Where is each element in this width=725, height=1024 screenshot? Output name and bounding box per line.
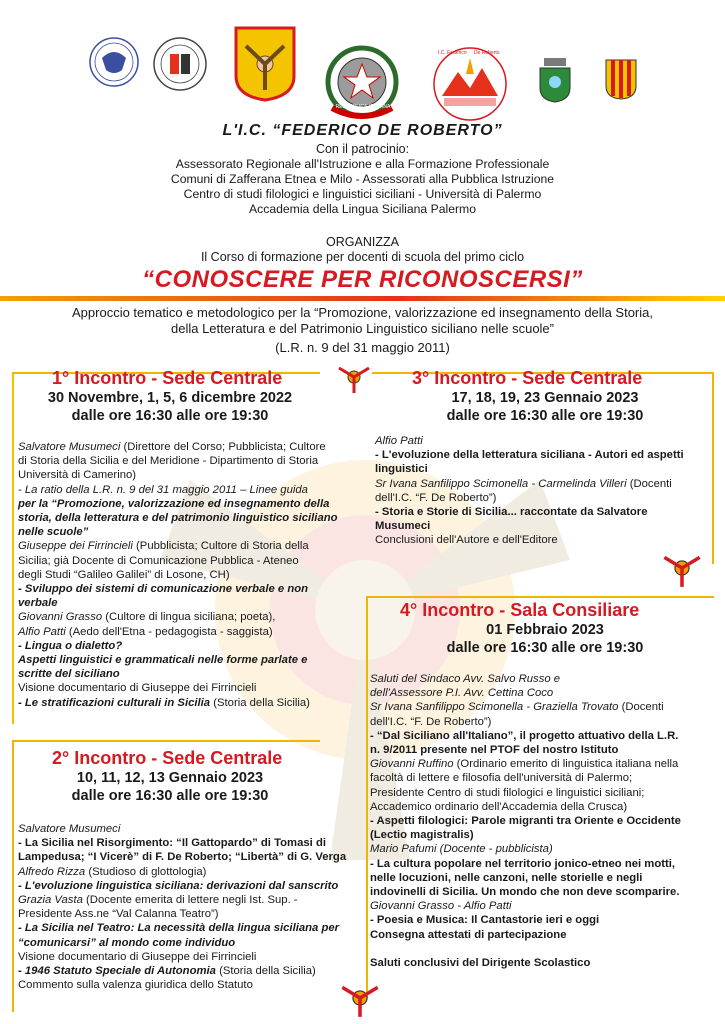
- course-description: Il Corso di formazione per docenti di scuola del primo ciclo: [200, 250, 525, 264]
- program-line: [18, 879, 348, 893]
- program-line: [18, 850, 348, 864]
- patronage-intro: Con il patrocinio:: [315, 142, 410, 156]
- program-text: Giuseppe dei Firrincieli: [18, 540, 133, 553]
- program-line: [370, 686, 715, 700]
- program-line: [375, 505, 715, 519]
- program-text: Salvatore Musumeci: [18, 441, 121, 453]
- patronage-item: Assessorato Regionale all'Istruzione e alla Formazione Professionale: [175, 157, 550, 171]
- meeting-1-program: [18, 440, 338, 710]
- meeting-4-program: [370, 672, 715, 970]
- program-line: [18, 936, 348, 950]
- program-text: Commento sulla valenza giuridica dello Statuto: [18, 979, 253, 992]
- program-text: linguistici: [375, 463, 428, 476]
- program-text: nelle locuzioni, nelle canzoni, nelle storielle e negli: [370, 871, 643, 884]
- stripes-crest-icon: [604, 58, 638, 100]
- program-text: (Pubblicista; Cultore di Storia della: [132, 540, 309, 553]
- organizza-label: ORGANIZZA: [326, 235, 399, 249]
- program-text: Saluti del Sindaco Avv. Salvo Russo e: [370, 673, 561, 685]
- program-line: [370, 743, 715, 757]
- program-text: (Ordinario emerito di linguistica italiana nella: [453, 758, 679, 771]
- program-line: [370, 942, 715, 956]
- university-seal-icon: [152, 36, 208, 92]
- patronage-item: Centro di studi filologici e linguistici siciliani - Università di Palermo: [183, 187, 542, 201]
- program-line: [18, 639, 328, 653]
- program-text: Musumeci: [375, 520, 431, 533]
- meeting-3-time: dalle ore 16:30 alle ore 19:30: [446, 408, 644, 424]
- program-text: Sr Ivana Sanfilippo Scimonella - Carmelinda Villeri: [375, 477, 627, 490]
- eagle-seal-icon: [88, 36, 140, 88]
- meeting-1-date: 30 Novembre, 1, 5, 6 dicembre 2022: [47, 390, 293, 406]
- program-line: [18, 893, 348, 907]
- law-reference: (L.R. n. 9 del 31 maggio 2011): [275, 340, 450, 355]
- program-line: [370, 800, 715, 814]
- program-text: Giovanni Ruffino: [370, 758, 454, 771]
- program-text: “comunicarsi” al mondo come individuo: [18, 936, 236, 949]
- program-line: [18, 978, 348, 992]
- program-line: [370, 956, 715, 970]
- program-line: [18, 511, 338, 525]
- trinacria-icon: [662, 548, 702, 588]
- town-crest-icon: [538, 58, 572, 104]
- program-line: [370, 885, 715, 899]
- program-line: [375, 477, 715, 491]
- emblem-ribbon-text: REPUBBLICA ITALIANA: [335, 104, 391, 110]
- program-text: - La Sicilia nel Teatro: La necessità della lingua siciliana per: [18, 922, 340, 935]
- meeting-1-title: 1° Incontro - Sede Centrale: [52, 368, 283, 388]
- program-text: dell'I.C. “F. De Roberto”): [370, 715, 492, 728]
- program-text: - La cultura popolare nel territorio jonico-etneo nei motti,: [370, 857, 676, 870]
- program-line: [370, 672, 715, 686]
- program-line: [18, 568, 328, 582]
- program-line: [18, 610, 328, 624]
- approach-line: Approccio tematico e metodologico per la “Promozione, valorizzazione ed insegnamento della Storia,: [72, 305, 653, 320]
- meeting-1-time: dalle ore 16:30 alle ore 19:30: [71, 408, 269, 424]
- program-line: [375, 519, 715, 533]
- program-text: nelle scuole”: [18, 526, 89, 539]
- program-text: - Lingua o dialetto?: [18, 639, 123, 652]
- meeting-3-date: 17, 18, 19, 23 Gennaio 2023: [451, 390, 639, 406]
- program-text: storia, della letteratura e del patrimonio linguistico siciliano: [18, 512, 338, 525]
- program-line: [370, 771, 715, 785]
- program-line: [18, 681, 328, 695]
- program-text: (Storia della Sicilia): [215, 965, 316, 978]
- program-text: Grazia Vasta: [18, 894, 83, 907]
- program-line: [18, 454, 328, 468]
- program-text: facoltà di lettere e filosofia dell'università di Palermo;: [370, 772, 633, 785]
- program-line: [370, 913, 715, 927]
- program-text: (Docenti: [618, 701, 664, 714]
- program-text: - Poesia e Musica: Il Cantastorie ieri e oggi: [370, 914, 600, 927]
- program-line: [375, 434, 715, 448]
- meeting-2-title: 2° Incontro - Sede Centrale: [52, 748, 283, 768]
- program-text: Mario Pafumi: [370, 843, 437, 856]
- program-line: [370, 729, 715, 743]
- program-text: (Lectio magistralis): [370, 829, 474, 842]
- program-text: Sr Ivana Sanfilippo Scimonella - Graziella Trovato: [370, 701, 619, 714]
- program-line: [18, 468, 328, 482]
- program-text: - La Sicilia nel Risorgimento: “Il Gattopardo” di Tomasi di: [18, 837, 326, 850]
- program-text: Alfio Patti: [18, 625, 66, 638]
- program-line: [18, 497, 328, 511]
- program-line: [370, 715, 715, 729]
- program-text: Presidente Centro di studi filologici e linguistici siciliani;: [370, 786, 645, 799]
- program-text: Università di Camerino): [18, 469, 137, 482]
- program-line: [370, 857, 715, 871]
- program-text: indovinelli di Sicilia. Un mondo che non deve scomparire.: [370, 886, 680, 899]
- program-text: scritte del siciliano: [18, 668, 120, 681]
- trinacria-icon: [337, 360, 371, 394]
- program-text: di Storia della Sicilia e del Meridione - Dipartimento di Storia: [18, 455, 319, 468]
- program-text: Consegna attestati di partecipazione: [370, 928, 567, 941]
- program-line: [18, 483, 328, 497]
- patronage-item: Accademia della Lingua Siciliana Palermo: [249, 202, 476, 216]
- program-text: - L'evoluzione linguistica siciliana: derivazioni dal sanscrito: [18, 879, 339, 892]
- meeting-2-date: 10, 11, 12, 13 Gennaio 2023: [76, 770, 264, 786]
- program-text: Accademico ordinario dell'Accademia della Crusca): [370, 800, 628, 813]
- program-text: Saluti conclusivi del Dirigente Scolastico: [370, 956, 591, 969]
- program-text: - La ratio della L.R. n. 9 del 31 maggio 2011 – Linee guida: [18, 483, 308, 496]
- program-text: (Docente emerita di lettere negli Ist. Sup. -: [82, 894, 298, 907]
- program-line: [18, 525, 328, 539]
- program-line: [18, 582, 328, 596]
- program-line: [18, 950, 348, 964]
- program-text: Giovanni Grasso: [18, 611, 103, 624]
- logos-row: [0, 18, 725, 108]
- program-text: verbale: [18, 597, 58, 610]
- program-line: [370, 899, 715, 913]
- program-text: Conclusioni dell'Autore e dell'Editore: [375, 534, 558, 547]
- program-line: [370, 871, 715, 885]
- program-text: Alfredo Rizza: [18, 865, 86, 878]
- program-line: [18, 596, 328, 610]
- program-text: n. 9/2011 presente nel PTOF del nostro Istituto: [370, 744, 619, 757]
- program-line: [18, 696, 328, 710]
- meeting-2-time: dalle ore 16:30 alle ore 19:30: [71, 788, 269, 804]
- program-line: [18, 440, 328, 454]
- program-text: - L'evoluzione della letteratura siciliana - Autori ed aspetti: [375, 449, 684, 462]
- approach-line: della Letteratura e del Patrimonio Linguistico siciliano nelle scuole”: [171, 321, 554, 336]
- meeting-4-date: 01 Febbraio 2023: [486, 622, 604, 638]
- program-line: [18, 653, 328, 667]
- school-logo-text-right: De Roberto: [474, 50, 500, 56]
- program-text: (Direttore del Corso; Pubblicista; Cultore: [120, 441, 326, 453]
- program-text: dell'I.C. “F. De Roberto”): [375, 491, 497, 504]
- patronage-item: Comuni di Zafferana Etnea e Milo - Assessorati alla Pubblica Istruzione: [170, 172, 555, 186]
- program-text: - Le stratificazioni culturali in Sicilia: [18, 696, 211, 709]
- program-line: [18, 625, 328, 639]
- meeting-3-program: [375, 434, 715, 548]
- meeting-4-title: 4° Incontro - Sala Consiliare: [400, 600, 640, 620]
- main-title: “CONOSCERE PER RICONOSCERSI”: [142, 266, 583, 293]
- program-line: [18, 865, 348, 879]
- program-text: (Studioso di glottologia): [85, 865, 207, 878]
- program-text: - Storia e Storie di Sicilia... raccontate da Salvatore: [375, 506, 648, 519]
- program-line: [18, 667, 328, 681]
- program-text: Visione documentario di Giuseppe dei Firrincieli: [18, 950, 257, 963]
- program-text: - Aspetti filologici: Parole migranti tra Oriente e Occidente: [370, 815, 681, 828]
- program-line: [18, 921, 348, 935]
- program-line: [18, 554, 328, 568]
- program-line: [18, 822, 348, 836]
- program-text: - 1946 Statuto Speciale di Autonomia: [18, 965, 216, 978]
- program-text: per la “Promozione, valorizzazione ed insegnamento della: [18, 497, 330, 510]
- program-text: Salvatore Musumeci: [18, 823, 121, 835]
- program-line: [370, 786, 715, 800]
- program-line: [370, 842, 715, 856]
- program-line: [375, 491, 715, 505]
- program-text: Alfio Patti: [375, 435, 423, 447]
- program-line: [375, 448, 715, 462]
- program-line: [18, 836, 348, 850]
- program-text: - Sviluppo dei sistemi di comunicazione verbale e non: [18, 583, 309, 596]
- program-line: [18, 539, 328, 553]
- program-line: [18, 964, 348, 978]
- program-text: Visione documentario di Giuseppe dei Firrincieli: [18, 682, 257, 695]
- program-line: [370, 928, 715, 942]
- program-text: (Docente - pubblicista): [436, 843, 553, 856]
- program-text: degli Studi “Galileo Galilei” di Losone, CH): [18, 568, 230, 581]
- program-text: - “Dal Siciliano all'Italiano”, il progetto attuativo della L.R.: [370, 729, 679, 742]
- program-text: Sicilia; già Docente di Comunicazione Pubblica - Ateneo: [18, 554, 299, 567]
- program-line: [18, 907, 348, 921]
- program-text: Lampedusa; “I Vicerè” di F. De Roberto; “Libertà” di G. Verga: [18, 851, 347, 864]
- repubblica-italiana-emblem-icon: [322, 42, 402, 122]
- school-logo-text-left: I.C. Federico: [438, 50, 467, 56]
- program-line: [370, 828, 715, 842]
- program-text: (Aedo dell'Etna - pedagogista - saggista): [65, 625, 273, 638]
- program-text: dell'Assessore P.I. Avv. Cettina Coco: [370, 687, 554, 700]
- program-text: (Storia della Sicilia): [210, 696, 310, 709]
- program-text: Presidente Ass.ne “Val Calanna Teatro”): [18, 908, 219, 921]
- approach-text: [20, 305, 705, 337]
- program-line: [370, 814, 715, 828]
- program-text: Giovanni Grasso - Alfio Patti: [370, 900, 512, 913]
- program-line: [370, 757, 715, 771]
- program-line: [375, 533, 715, 547]
- program-line: [370, 700, 715, 714]
- meeting-4-time: dalle ore 16:30 alle ore 19:30: [446, 640, 644, 656]
- meeting-2-program: [18, 822, 348, 992]
- program-text: (Docenti: [626, 477, 672, 490]
- program-line: [375, 462, 715, 476]
- color-band: [0, 296, 725, 301]
- meeting-3-title: 3° Incontro - Sede Centrale: [412, 368, 643, 388]
- program-text: (Cultore di lingua siciliana; poeta),: [102, 611, 276, 624]
- school-logo-icon: [430, 44, 510, 124]
- school-name: L'I.C. “FEDERICO DE ROBERTO”: [222, 122, 503, 139]
- patronage-list: [0, 157, 725, 217]
- program-text: Aspetti linguistici e grammaticali nelle forme parlate e: [18, 654, 308, 667]
- sicily-region-crest-icon: [234, 26, 296, 102]
